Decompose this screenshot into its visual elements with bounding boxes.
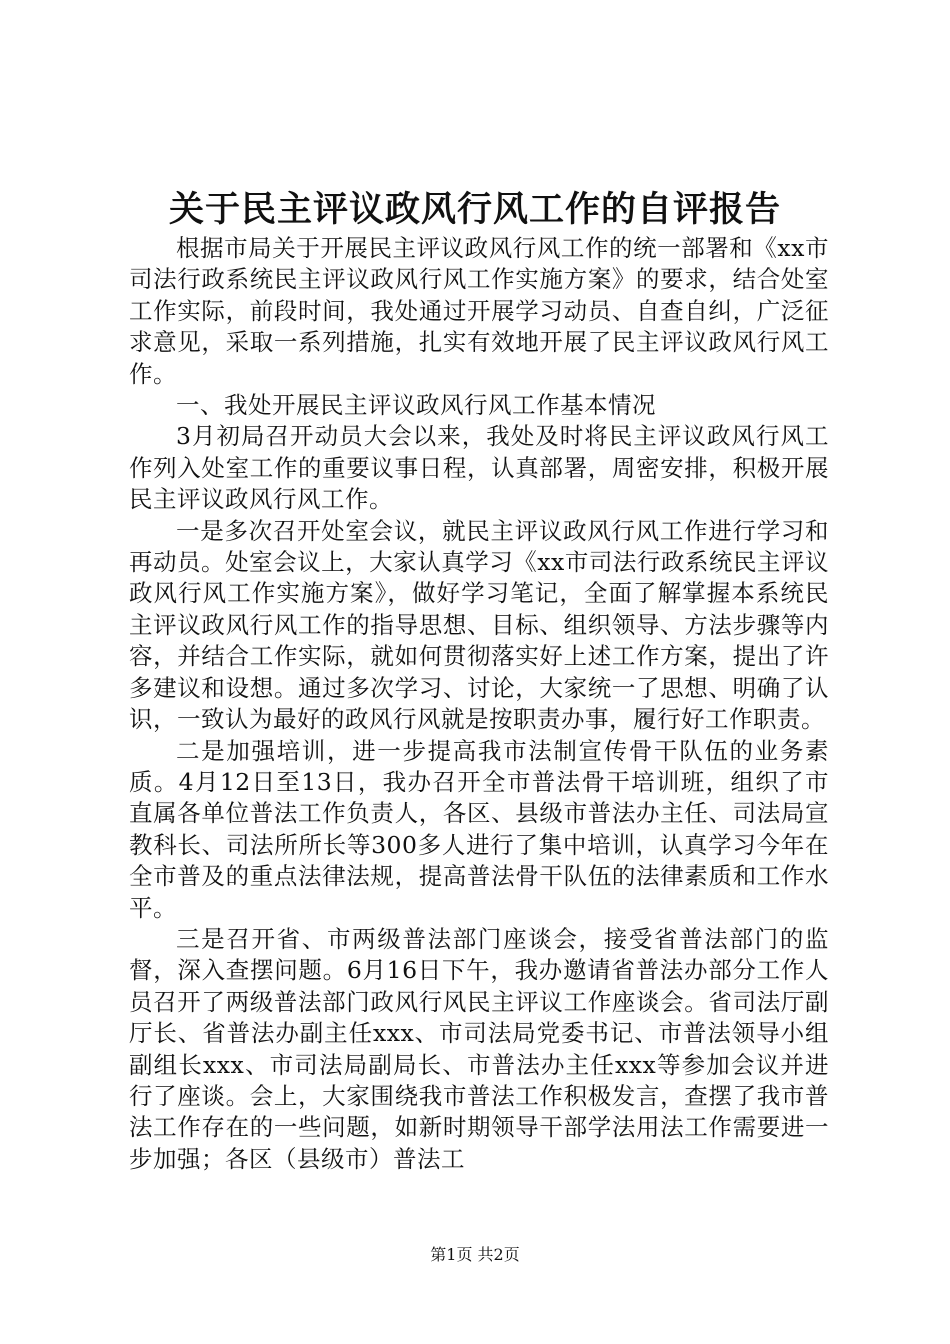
page-number-footer: 第1页 共2页 (430, 1245, 520, 1264)
document-body (129, 233, 829, 1175)
document-title: 关于民主评议政风行风工作的自评报告 (168, 189, 781, 230)
paragraph-point-2: 二是加强培训，进一步提高我市法制宣传骨干队伍的业务素质。4月12日至13日，我办召开全市普法骨干培训班，组织了市直属各单位普法工作负责人，各区、县级市普法办主任、司法局宣教科长、司法所所长等300多人进行了集中培训，认真学习今年在全市普及的重点法律法规，提高普法骨干队伍的法律素质和工作水平。 (129, 736, 829, 922)
paragraph-overview: 3月初局召开动员大会以来，我处及时将民主评议政风行风工作列入处室工作的重要议事日程，认真部署，周密安排，积极开展民主评议政风行风工作。 (129, 422, 829, 514)
section-heading-1: 一、我处开展民主评议政风行风工作基本情况 (176, 391, 656, 420)
paragraph-point-1: 一是多次召开处室会议，就民主评议政风行风工作进行学习和再动员。处室会议上，大家认真学习《xx市司法行政系统民主评议政风行风工作实施方案》，做好学习笔记，全面了解掌握本系统民主评议政风行风工作的指导思想、目标、组织领导、方法步骤等内容，并结合工作实际，就如何贯彻落实好上述工作方案，提出了许多建议和设想。通过多次学习、讨论，大家统一了思想、明确了认识，一致认为最好的政风行风就是按职责办事，履行好工作职责。 (129, 516, 829, 734)
paragraph-intro: 根据市局关于开展民主评议政风行风工作的统一部署和《xx市司法行政系统民主评议政风行风工作实施方案》的要求，结合处室工作实际，前段时间，我处通过开展学习动员、自查自纠，广泛征求意见，采取一系列措施，扎实有效地开展了民主评议政风行风工作。 (129, 234, 829, 388)
paragraph-point-3: 三是召开省、市两级普法部门座谈会，接受省普法部门的监督，深入查摆问题。6月16日下午，我办邀请省普法办部分工作人员召开了两级普法部门政风行风民主评议工作座谈会。省司法厅副厅长、省普法办副主任xxx、市司法局党委书记、市普法领导小组副组长xxx、市司法局副局长、市普法办主任xxx等参加会议并进行了座谈。会上，大家围绕我市普法工作积极发言，查摆了我市普法工作存在的一些问题，如新时期领导干部学法用法工作需要进一步加强；各区（县级市）普法工 (129, 924, 829, 1173)
